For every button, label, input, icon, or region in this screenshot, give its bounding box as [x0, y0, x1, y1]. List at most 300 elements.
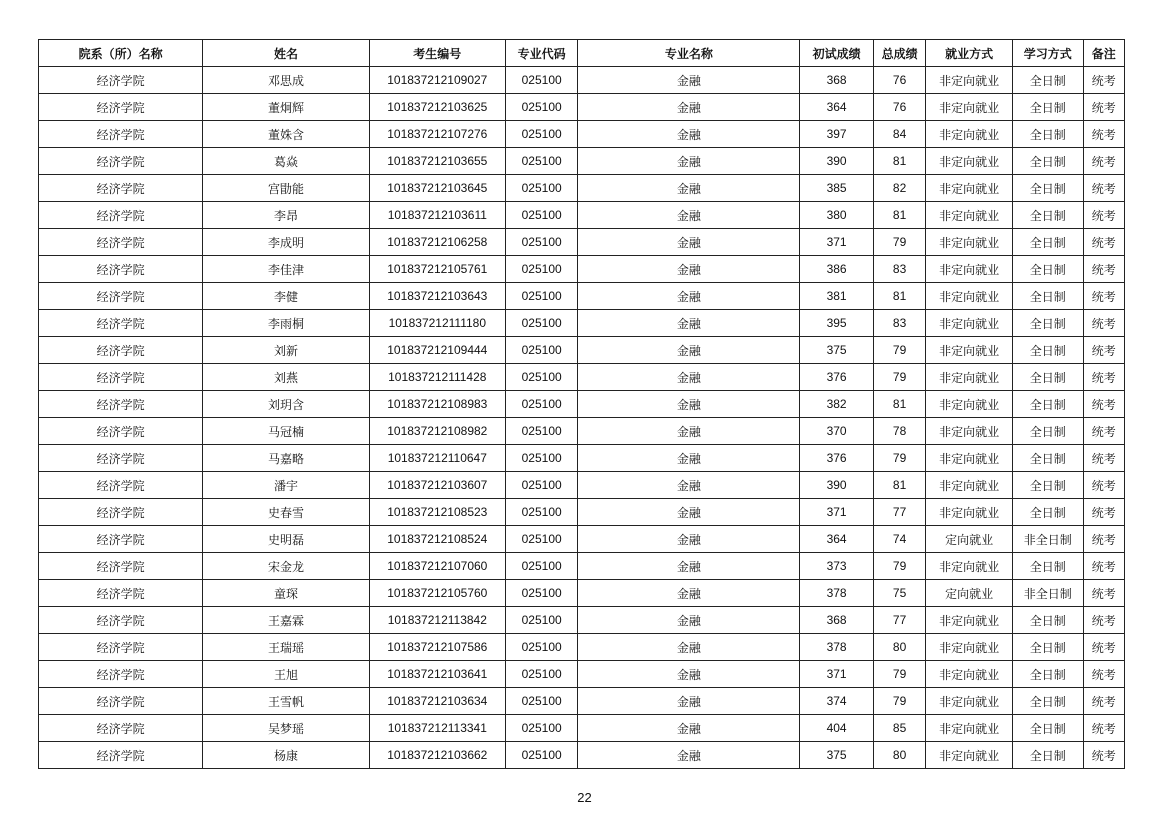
cell-candidate-id: 101837212108983	[369, 391, 505, 418]
cell-remarks: 统考	[1083, 688, 1124, 715]
cell-employment-type: 非定向就业	[926, 445, 1013, 472]
cell-preliminary-score: 374	[800, 688, 874, 715]
header-study-mode: 学习方式	[1013, 40, 1084, 67]
table-row	[39, 364, 1125, 391]
header-employment-type: 就业方式	[926, 40, 1013, 67]
cell-major-code: 025100	[505, 148, 578, 175]
cell-department: 经济学院	[39, 472, 203, 499]
cell-study-mode: 全日制	[1013, 148, 1084, 175]
cell-department: 经济学院	[39, 283, 203, 310]
cell-student-name: 杨康	[203, 742, 369, 769]
cell-study-mode: 全日制	[1013, 553, 1084, 580]
cell-major-name: 金融	[578, 607, 800, 634]
cell-preliminary-score: 375	[800, 337, 874, 364]
cell-study-mode: 全日制	[1013, 391, 1084, 418]
cell-study-mode: 全日制	[1013, 715, 1084, 742]
cell-study-mode: 全日制	[1013, 67, 1084, 94]
table-row	[39, 661, 1125, 688]
cell-study-mode: 全日制	[1013, 418, 1084, 445]
table-row	[39, 553, 1125, 580]
cell-preliminary-score: 386	[800, 256, 874, 283]
cell-preliminary-score: 368	[800, 67, 874, 94]
cell-student-name: 吴梦瑶	[203, 715, 369, 742]
cell-major-code: 025100	[505, 607, 578, 634]
cell-remarks: 统考	[1083, 310, 1124, 337]
header-candidate-id: 考生编号	[369, 40, 505, 67]
cell-major-code: 025100	[505, 634, 578, 661]
cell-candidate-id: 101837212111180	[369, 310, 505, 337]
cell-preliminary-score: 371	[800, 229, 874, 256]
cell-department: 经济学院	[39, 445, 203, 472]
cell-candidate-id: 101837212113842	[369, 607, 505, 634]
cell-remarks: 统考	[1083, 661, 1124, 688]
cell-major-code: 025100	[505, 472, 578, 499]
table-row	[39, 472, 1125, 499]
table-row	[39, 580, 1125, 607]
cell-department: 经济学院	[39, 499, 203, 526]
cell-major-code: 025100	[505, 94, 578, 121]
header-major-code: 专业代码	[505, 40, 578, 67]
cell-employment-type: 非定向就业	[926, 337, 1013, 364]
cell-study-mode: 全日制	[1013, 742, 1084, 769]
cell-employment-type: 非定向就业	[926, 688, 1013, 715]
cell-total-score: 77	[873, 607, 925, 634]
cell-employment-type: 非定向就业	[926, 67, 1013, 94]
cell-study-mode: 全日制	[1013, 283, 1084, 310]
cell-study-mode: 非全日制	[1013, 526, 1084, 553]
cell-study-mode: 全日制	[1013, 121, 1084, 148]
cell-employment-type: 非定向就业	[926, 175, 1013, 202]
cell-preliminary-score: 395	[800, 310, 874, 337]
cell-employment-type: 定向就业	[926, 580, 1013, 607]
cell-major-name: 金融	[578, 553, 800, 580]
cell-employment-type: 非定向就业	[926, 607, 1013, 634]
cell-student-name: 王嘉霖	[203, 607, 369, 634]
cell-major-name: 金融	[578, 202, 800, 229]
table-body	[39, 67, 1125, 769]
cell-major-name: 金融	[578, 742, 800, 769]
cell-major-code: 025100	[505, 499, 578, 526]
cell-preliminary-score: 373	[800, 553, 874, 580]
cell-major-code: 025100	[505, 391, 578, 418]
cell-remarks: 统考	[1083, 499, 1124, 526]
cell-remarks: 统考	[1083, 256, 1124, 283]
cell-employment-type: 非定向就业	[926, 364, 1013, 391]
cell-department: 经济学院	[39, 310, 203, 337]
cell-candidate-id: 101837212111428	[369, 364, 505, 391]
cell-preliminary-score: 376	[800, 364, 874, 391]
cell-major-code: 025100	[505, 202, 578, 229]
cell-major-name: 金融	[578, 67, 800, 94]
cell-major-name: 金融	[578, 310, 800, 337]
cell-department: 经济学院	[39, 229, 203, 256]
table-header	[39, 40, 1125, 67]
cell-major-name: 金融	[578, 256, 800, 283]
table-row	[39, 94, 1125, 121]
cell-major-code: 025100	[505, 742, 578, 769]
cell-remarks: 统考	[1083, 472, 1124, 499]
cell-study-mode: 全日制	[1013, 256, 1084, 283]
cell-student-name: 董炯辉	[203, 94, 369, 121]
cell-candidate-id: 101837212103611	[369, 202, 505, 229]
cell-candidate-id: 101837212103645	[369, 175, 505, 202]
cell-major-name: 金融	[578, 580, 800, 607]
cell-major-name: 金融	[578, 121, 800, 148]
cell-remarks: 统考	[1083, 715, 1124, 742]
cell-major-code: 025100	[505, 715, 578, 742]
cell-candidate-id: 101837212110647	[369, 445, 505, 472]
cell-remarks: 统考	[1083, 742, 1124, 769]
cell-employment-type: 非定向就业	[926, 283, 1013, 310]
cell-total-score: 82	[873, 175, 925, 202]
cell-preliminary-score: 380	[800, 202, 874, 229]
cell-student-name: 王雪帆	[203, 688, 369, 715]
cell-department: 经济学院	[39, 121, 203, 148]
header-major-name: 专业名称	[578, 40, 800, 67]
cell-department: 经济学院	[39, 202, 203, 229]
cell-department: 经济学院	[39, 661, 203, 688]
cell-employment-type: 非定向就业	[926, 553, 1013, 580]
cell-major-name: 金融	[578, 94, 800, 121]
cell-study-mode: 全日制	[1013, 634, 1084, 661]
cell-department: 经济学院	[39, 715, 203, 742]
cell-total-score: 81	[873, 202, 925, 229]
cell-student-name: 潘宇	[203, 472, 369, 499]
cell-total-score: 84	[873, 121, 925, 148]
cell-department: 经济学院	[39, 256, 203, 283]
cell-preliminary-score: 375	[800, 742, 874, 769]
table-row	[39, 607, 1125, 634]
cell-candidate-id: 101837212103634	[369, 688, 505, 715]
cell-candidate-id: 101837212113341	[369, 715, 505, 742]
cell-major-name: 金融	[578, 364, 800, 391]
cell-preliminary-score: 382	[800, 391, 874, 418]
cell-department: 经济学院	[39, 742, 203, 769]
cell-major-name: 金融	[578, 418, 800, 445]
cell-total-score: 79	[873, 445, 925, 472]
cell-preliminary-score: 381	[800, 283, 874, 310]
cell-total-score: 75	[873, 580, 925, 607]
cell-employment-type: 非定向就业	[926, 229, 1013, 256]
cell-major-code: 025100	[505, 67, 578, 94]
cell-employment-type: 非定向就业	[926, 310, 1013, 337]
cell-major-code: 025100	[505, 580, 578, 607]
cell-candidate-id: 101837212103641	[369, 661, 505, 688]
cell-total-score: 79	[873, 661, 925, 688]
cell-total-score: 80	[873, 742, 925, 769]
cell-student-name: 王瑞瑶	[203, 634, 369, 661]
cell-major-name: 金融	[578, 148, 800, 175]
cell-department: 经济学院	[39, 580, 203, 607]
table-row	[39, 256, 1125, 283]
table-row	[39, 688, 1125, 715]
cell-total-score: 76	[873, 67, 925, 94]
cell-department: 经济学院	[39, 94, 203, 121]
cell-remarks: 统考	[1083, 175, 1124, 202]
cell-employment-type: 非定向就业	[926, 121, 1013, 148]
page-number: 22	[577, 790, 592, 805]
cell-total-score: 81	[873, 148, 925, 175]
cell-department: 经济学院	[39, 148, 203, 175]
cell-major-code: 025100	[505, 121, 578, 148]
table-row	[39, 445, 1125, 472]
cell-preliminary-score: 364	[800, 526, 874, 553]
cell-preliminary-score: 368	[800, 607, 874, 634]
cell-candidate-id: 101837212103643	[369, 283, 505, 310]
cell-department: 经济学院	[39, 526, 203, 553]
table-row	[39, 283, 1125, 310]
cell-department: 经济学院	[39, 553, 203, 580]
cell-candidate-id: 101837212105760	[369, 580, 505, 607]
cell-total-score: 80	[873, 634, 925, 661]
table-row	[39, 499, 1125, 526]
header-total-score: 总成绩	[873, 40, 925, 67]
cell-candidate-id: 101837212105761	[369, 256, 505, 283]
cell-major-code: 025100	[505, 283, 578, 310]
cell-candidate-id: 101837212109027	[369, 67, 505, 94]
header-row	[39, 40, 1125, 67]
cell-candidate-id: 101837212103662	[369, 742, 505, 769]
cell-student-name: 宫勖能	[203, 175, 369, 202]
table-row	[39, 634, 1125, 661]
cell-study-mode: 全日制	[1013, 472, 1084, 499]
cell-preliminary-score: 378	[800, 580, 874, 607]
cell-remarks: 统考	[1083, 229, 1124, 256]
cell-student-name: 李雨桐	[203, 310, 369, 337]
header-department: 院系（所）名称	[39, 40, 203, 67]
cell-study-mode: 全日制	[1013, 94, 1084, 121]
cell-total-score: 79	[873, 553, 925, 580]
cell-total-score: 81	[873, 391, 925, 418]
cell-major-name: 金融	[578, 337, 800, 364]
cell-study-mode: 全日制	[1013, 688, 1084, 715]
cell-candidate-id: 101837212109444	[369, 337, 505, 364]
cell-study-mode: 全日制	[1013, 175, 1084, 202]
cell-preliminary-score: 378	[800, 634, 874, 661]
cell-student-name: 李昂	[203, 202, 369, 229]
cell-student-name: 宋金龙	[203, 553, 369, 580]
cell-candidate-id: 101837212103607	[369, 472, 505, 499]
cell-candidate-id: 101837212107060	[369, 553, 505, 580]
table-row	[39, 148, 1125, 175]
cell-study-mode: 全日制	[1013, 310, 1084, 337]
cell-student-name: 葛焱	[203, 148, 369, 175]
cell-student-name: 刘燕	[203, 364, 369, 391]
table-row	[39, 121, 1125, 148]
table-row	[39, 67, 1125, 94]
header-preliminary-score: 初试成绩	[800, 40, 874, 67]
cell-total-score: 76	[873, 94, 925, 121]
cell-preliminary-score: 385	[800, 175, 874, 202]
cell-preliminary-score: 371	[800, 661, 874, 688]
cell-major-name: 金融	[578, 715, 800, 742]
cell-major-name: 金融	[578, 472, 800, 499]
cell-remarks: 统考	[1083, 526, 1124, 553]
cell-remarks: 统考	[1083, 418, 1124, 445]
cell-study-mode: 非全日制	[1013, 580, 1084, 607]
cell-candidate-id: 101837212108523	[369, 499, 505, 526]
cell-department: 经济学院	[39, 364, 203, 391]
cell-remarks: 统考	[1083, 283, 1124, 310]
cell-employment-type: 非定向就业	[926, 202, 1013, 229]
cell-major-name: 金融	[578, 661, 800, 688]
cell-total-score: 78	[873, 418, 925, 445]
cell-major-name: 金融	[578, 229, 800, 256]
cell-student-name: 李成明	[203, 229, 369, 256]
cell-remarks: 统考	[1083, 94, 1124, 121]
cell-remarks: 统考	[1083, 202, 1124, 229]
cell-major-code: 025100	[505, 337, 578, 364]
cell-preliminary-score: 364	[800, 94, 874, 121]
cell-preliminary-score: 397	[800, 121, 874, 148]
cell-remarks: 统考	[1083, 364, 1124, 391]
cell-student-name: 刘玥含	[203, 391, 369, 418]
cell-major-code: 025100	[505, 229, 578, 256]
cell-total-score: 74	[873, 526, 925, 553]
cell-total-score: 77	[873, 499, 925, 526]
cell-student-name: 马嘉略	[203, 445, 369, 472]
cell-major-code: 025100	[505, 175, 578, 202]
admission-roster-table	[38, 39, 1125, 769]
cell-candidate-id: 101837212108524	[369, 526, 505, 553]
cell-department: 经济学院	[39, 607, 203, 634]
cell-remarks: 统考	[1083, 67, 1124, 94]
cell-student-name: 李健	[203, 283, 369, 310]
table-row	[39, 337, 1125, 364]
table-row	[39, 391, 1125, 418]
cell-preliminary-score: 390	[800, 472, 874, 499]
cell-student-name: 李佳津	[203, 256, 369, 283]
cell-study-mode: 全日制	[1013, 364, 1084, 391]
cell-employment-type: 非定向就业	[926, 256, 1013, 283]
cell-preliminary-score: 404	[800, 715, 874, 742]
cell-employment-type: 非定向就业	[926, 742, 1013, 769]
cell-remarks: 统考	[1083, 445, 1124, 472]
cell-total-score: 79	[873, 364, 925, 391]
cell-major-name: 金融	[578, 283, 800, 310]
cell-employment-type: 非定向就业	[926, 148, 1013, 175]
cell-preliminary-score: 390	[800, 148, 874, 175]
cell-preliminary-score: 371	[800, 499, 874, 526]
table-row	[39, 175, 1125, 202]
cell-remarks: 统考	[1083, 121, 1124, 148]
cell-candidate-id: 101837212103655	[369, 148, 505, 175]
cell-major-code: 025100	[505, 364, 578, 391]
cell-major-code: 025100	[505, 661, 578, 688]
cell-remarks: 统考	[1083, 391, 1124, 418]
cell-employment-type: 定向就业	[926, 526, 1013, 553]
cell-total-score: 83	[873, 256, 925, 283]
cell-student-name: 邓思成	[203, 67, 369, 94]
cell-study-mode: 全日制	[1013, 202, 1084, 229]
cell-candidate-id: 101837212106258	[369, 229, 505, 256]
cell-remarks: 统考	[1083, 634, 1124, 661]
cell-employment-type: 非定向就业	[926, 661, 1013, 688]
table-row	[39, 418, 1125, 445]
cell-remarks: 统考	[1083, 553, 1124, 580]
cell-major-name: 金融	[578, 526, 800, 553]
cell-total-score: 83	[873, 310, 925, 337]
table-row	[39, 715, 1125, 742]
cell-major-name: 金融	[578, 634, 800, 661]
cell-department: 经济学院	[39, 337, 203, 364]
cell-student-name: 刘新	[203, 337, 369, 364]
cell-employment-type: 非定向就业	[926, 499, 1013, 526]
cell-student-name: 王旭	[203, 661, 369, 688]
cell-department: 经济学院	[39, 634, 203, 661]
cell-total-score: 85	[873, 715, 925, 742]
header-remarks: 备注	[1083, 40, 1124, 67]
cell-candidate-id: 101837212108982	[369, 418, 505, 445]
cell-major-name: 金融	[578, 391, 800, 418]
cell-major-code: 025100	[505, 310, 578, 337]
cell-candidate-id: 101837212107276	[369, 121, 505, 148]
cell-major-name: 金融	[578, 445, 800, 472]
table-row	[39, 310, 1125, 337]
cell-department: 经济学院	[39, 418, 203, 445]
cell-preliminary-score: 370	[800, 418, 874, 445]
cell-major-name: 金融	[578, 499, 800, 526]
cell-remarks: 统考	[1083, 607, 1124, 634]
cell-candidate-id: 101837212103625	[369, 94, 505, 121]
cell-study-mode: 全日制	[1013, 229, 1084, 256]
cell-employment-type: 非定向就业	[926, 715, 1013, 742]
cell-department: 经济学院	[39, 688, 203, 715]
cell-student-name: 童琛	[203, 580, 369, 607]
cell-remarks: 统考	[1083, 148, 1124, 175]
cell-department: 经济学院	[39, 391, 203, 418]
cell-major-code: 025100	[505, 553, 578, 580]
cell-department: 经济学院	[39, 67, 203, 94]
table-row	[39, 742, 1125, 769]
cell-study-mode: 全日制	[1013, 661, 1084, 688]
cell-preliminary-score: 376	[800, 445, 874, 472]
cell-student-name: 董姝含	[203, 121, 369, 148]
cell-study-mode: 全日制	[1013, 445, 1084, 472]
cell-employment-type: 非定向就业	[926, 418, 1013, 445]
table-row	[39, 202, 1125, 229]
cell-total-score: 79	[873, 337, 925, 364]
cell-department: 经济学院	[39, 175, 203, 202]
cell-employment-type: 非定向就业	[926, 634, 1013, 661]
cell-employment-type: 非定向就业	[926, 472, 1013, 499]
cell-study-mode: 全日制	[1013, 499, 1084, 526]
cell-study-mode: 全日制	[1013, 337, 1084, 364]
cell-major-code: 025100	[505, 256, 578, 283]
cell-major-code: 025100	[505, 445, 578, 472]
cell-total-score: 81	[873, 283, 925, 310]
cell-remarks: 统考	[1083, 337, 1124, 364]
cell-major-name: 金融	[578, 688, 800, 715]
table-row	[39, 526, 1125, 553]
cell-student-name: 马冠楠	[203, 418, 369, 445]
cell-total-score: 79	[873, 229, 925, 256]
cell-study-mode: 全日制	[1013, 607, 1084, 634]
cell-total-score: 79	[873, 688, 925, 715]
header-name: 姓名	[203, 40, 369, 67]
cell-employment-type: 非定向就业	[926, 391, 1013, 418]
cell-employment-type: 非定向就业	[926, 94, 1013, 121]
cell-major-code: 025100	[505, 688, 578, 715]
cell-total-score: 81	[873, 472, 925, 499]
cell-student-name: 史明磊	[203, 526, 369, 553]
table-row	[39, 229, 1125, 256]
cell-candidate-id: 101837212107586	[369, 634, 505, 661]
cell-major-code: 025100	[505, 418, 578, 445]
cell-major-code: 025100	[505, 526, 578, 553]
cell-student-name: 史春雪	[203, 499, 369, 526]
cell-major-name: 金融	[578, 175, 800, 202]
